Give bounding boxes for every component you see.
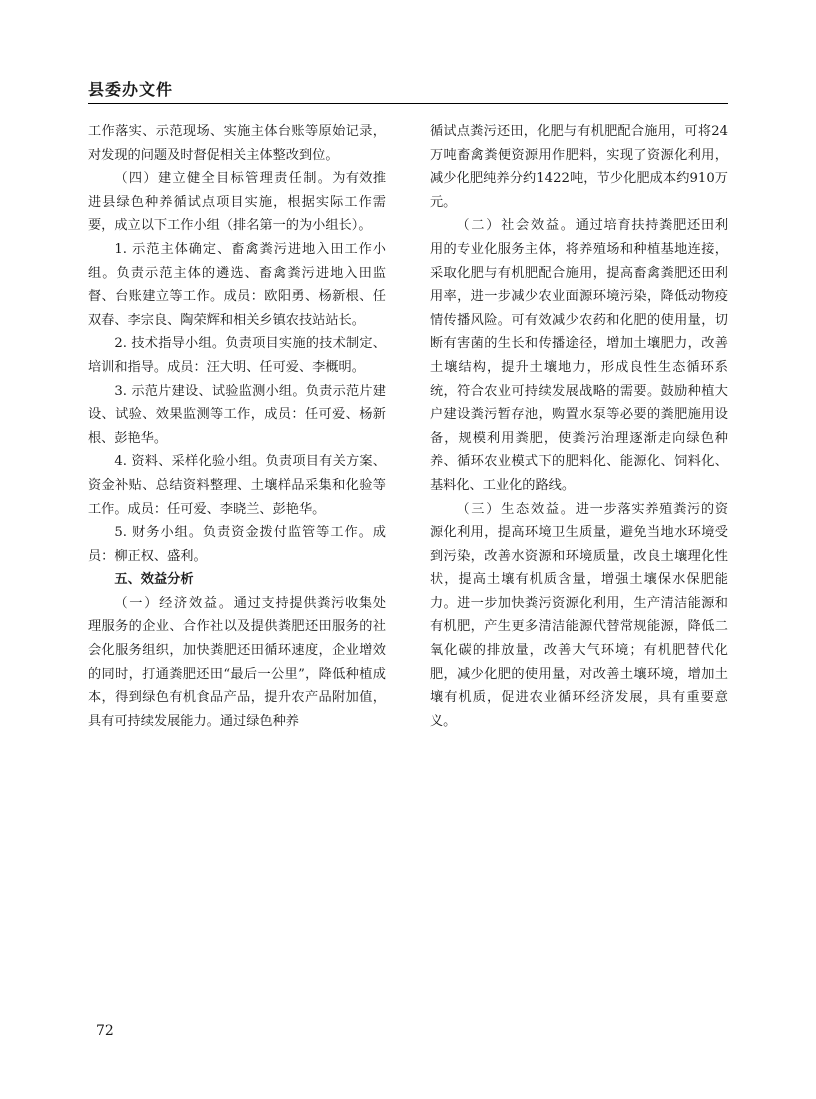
- paragraph-lead: （三）生态效益。: [456, 501, 576, 517]
- section-heading: [88, 568, 386, 592]
- paragraph-text: 1. 示范主体确定、畜禽粪污进地入田工作小组。负责示范主体的遴选、畜禽粪污进地入田监督、台账建立等工作。成员：欧阳勇、杨新根、任双春、李宗良、陶荣辉和相关乡镇农技站站长。: [88, 241, 386, 328]
- paragraph: [88, 120, 386, 167]
- paragraph: [430, 214, 728, 497]
- paragraph-text: 工作落实、示范现场、实施主体台账等原始记录，对发现的问题及时督促相关主体整改到位。: [88, 124, 386, 163]
- paragraph: [88, 332, 386, 379]
- paragraph-text: 通过支持提供粪污收集处理服务的企业、合作社以及提供粪肥还田服务的社会化服务组织，加快粪肥还田循环速度，企业增效的同时，打通粪肥还田“最后一公里”，降低种植成本，得到绿色有机食品产品，提升农产品附加值，具有可持续发展能力。通过绿色种养: [88, 595, 387, 729]
- page-number: 72: [96, 1023, 114, 1039]
- paragraph-lead: （二）社会效益。: [456, 218, 576, 234]
- paragraph: [430, 498, 728, 734]
- paragraph: [88, 521, 386, 568]
- left-column: [88, 120, 386, 733]
- paragraph-text: 5. 财务小组。负责资金拨付监管等工作。成员：柳正权、盛利。: [88, 525, 386, 564]
- paragraph: [88, 380, 386, 451]
- section-heading-text: 五、效益分析: [114, 572, 194, 588]
- paragraph-text: 3. 示范片建设、试验监测小组。负责示范片建设、试验、效果监测等工作，成员：任可爱、杨新根、彭艳华。: [88, 383, 386, 446]
- paragraph-text: 循试点粪污还田，化肥与有机肥配合施用，可将24万吨畜禽粪便资源用作肥料，实现了资源化利用，减少化肥纯养分约1422吨，节少化肥成本约910万元。: [430, 124, 728, 210]
- paragraph-text: 4. 资料、采样化验小组。负责项目有关方案、资金补贴、总结资料整理、土壤样品采集和化验等工作。成员：任可爱、李晓兰、彭艳华。: [88, 454, 386, 517]
- paragraph: [88, 238, 386, 332]
- paragraph: [88, 592, 386, 734]
- paragraph-text: 通过培育扶持粪肥还田利用的专业化服务主体，将养殖场和种植基地连接，采取化肥与有机肥配合施用，提高畜禽粪肥还田利用率，进一步减少农业面源环境污染，降低动物疫情传播风险。可有效减少农药和化肥的使用量，切断有害菌的生长和传播途径，增加土壤肥力，改善土壤结构，提升土壤地力，形成良性生态循环系统，符合农业可持续发展战略的需要。鼓励种植大户建设粪污暂存池，购置水泵等必要的粪肥施用设备，规模利用粪肥，使粪污治理逐渐走向绿色种养、循环农业模式下的肥料化、能源化、饲料化、基料化、工业化的路线。: [430, 218, 729, 493]
- paragraph-lead: （一）经济效益。: [114, 595, 234, 611]
- paragraph: [430, 120, 728, 214]
- paragraph-lead: （四）建立健全目标管理责任制。: [114, 171, 333, 187]
- paragraph: [88, 450, 386, 521]
- running-header: 县委办文件: [88, 80, 174, 99]
- paragraph-text: 为有效推进县绿色种养循试点项目实施，根据实际工作需要，成立以下工作小组（排名第一的为小组长）。: [88, 171, 387, 234]
- right-column: [430, 120, 728, 733]
- paragraph-text: 2. 技术指导小组。负责项目实施的技术制定、培训和指导。成员：汪大明、任可爱、李概明。: [88, 336, 386, 375]
- header-rule: [88, 103, 728, 104]
- paragraph: [88, 167, 386, 238]
- paragraph-text: 进一步落实养殖粪污的资源化利用，提高环境卫生质量，避免当地水环境受到污染，改善水资源和环境质量，改良土壤理化性状，提高土壤有机质含量，增强土壤保水保肥能力。进一步加快粪污资源化利用，生产清洁能源和有机肥，产生更多清洁能源代替常规能源，降低二氧化碳的排放量，改善大气环境；有机肥替代化肥，减少化肥的使用量，对改善土壤环境，增加土壤有机质，促进农业循环经济发展，具有重要意义。: [430, 501, 729, 729]
